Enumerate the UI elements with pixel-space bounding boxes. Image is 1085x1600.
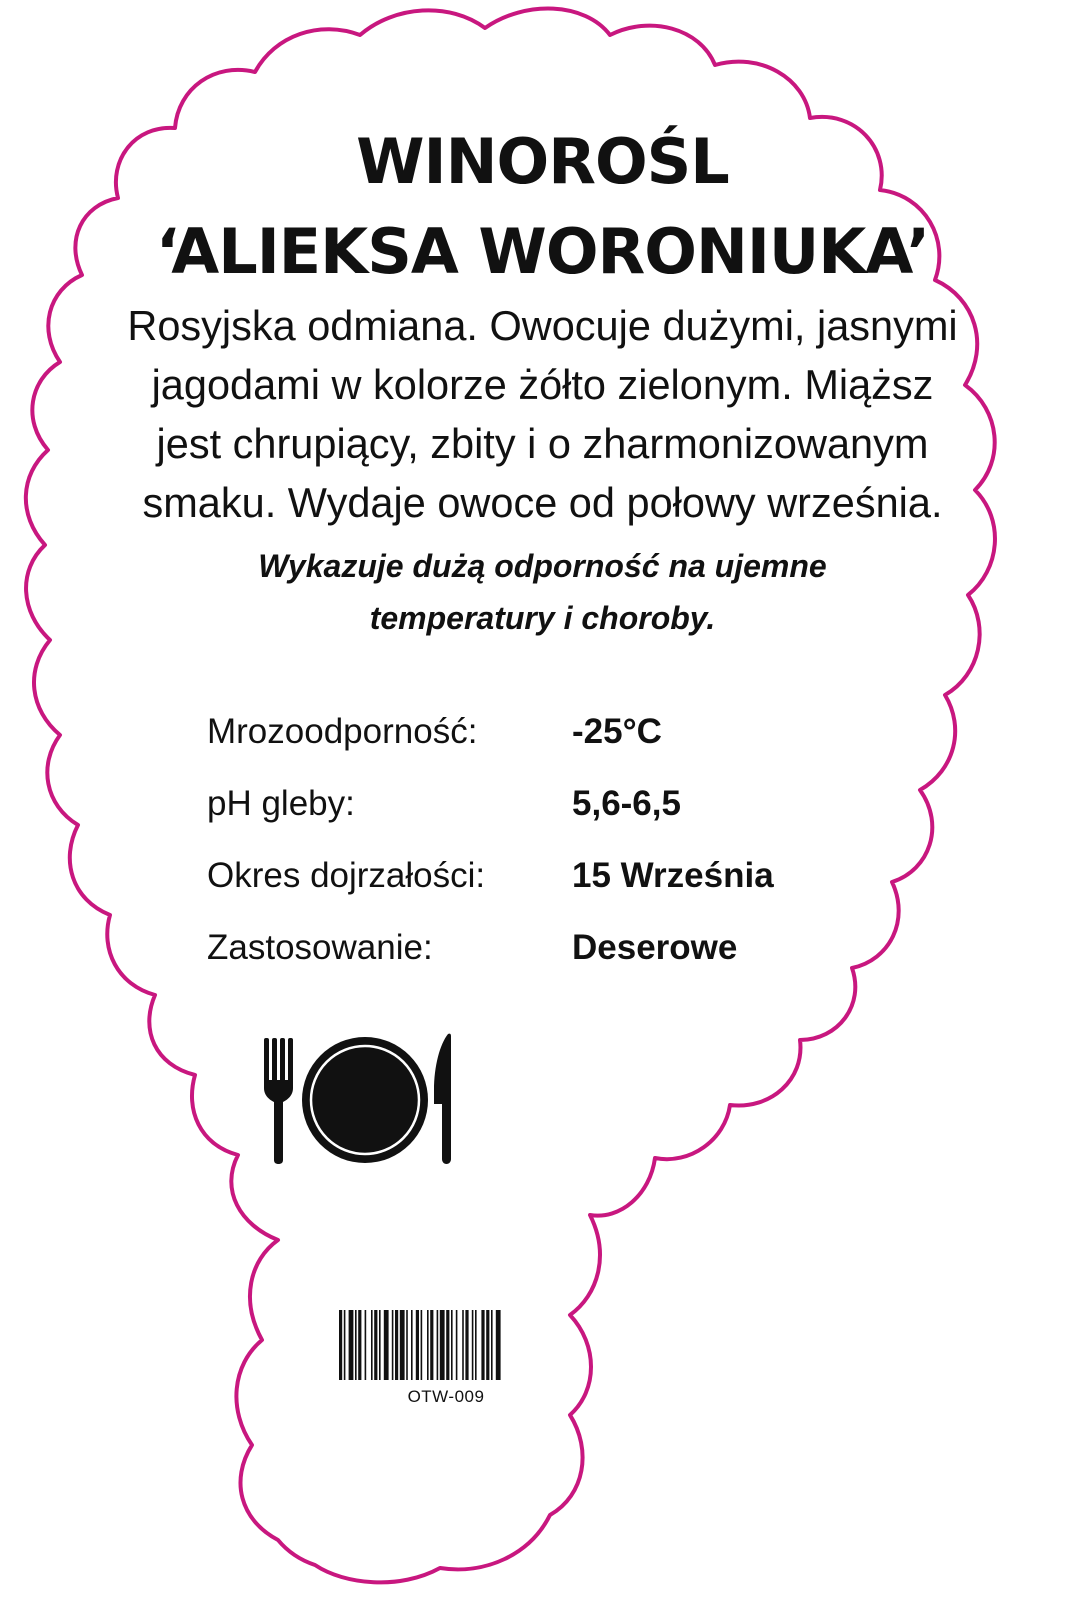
barcode-bar <box>491 1310 493 1380</box>
barcode-bar <box>349 1310 354 1380</box>
barcode-bar <box>456 1310 458 1380</box>
barcode-bar <box>379 1310 381 1380</box>
spec-row-frost-resistance <box>207 710 907 782</box>
fork-plate-knife-icon <box>262 1030 467 1165</box>
resistance-note <box>40 540 1045 644</box>
note-line: Wykazuje dużą odporność na ujemne <box>258 548 827 584</box>
barcode-bar <box>486 1310 489 1380</box>
barcode-bar <box>465 1310 468 1380</box>
barcode-bar <box>358 1310 361 1380</box>
variety-title-line1: WINOROŚL <box>356 125 729 198</box>
spec-label: Zastosowanie: <box>207 928 433 967</box>
barcode-bar <box>472 1310 474 1380</box>
barcode-bar <box>339 1310 342 1380</box>
barcode-bar <box>392 1310 394 1380</box>
barcode <box>337 1310 555 1380</box>
barcode-bar <box>374 1310 377 1380</box>
description-line: jagodami w kolorze żółto zielonym. Miąższ <box>151 361 934 408</box>
barcode-bar <box>355 1310 357 1380</box>
spec-row-soil-ph <box>207 782 907 854</box>
barcode-bar <box>446 1310 449 1380</box>
barcode-bar <box>411 1310 413 1380</box>
barcode-bar <box>344 1310 346 1380</box>
barcode-bar <box>395 1310 398 1380</box>
barcode-bar <box>440 1310 445 1380</box>
barcode-bar <box>475 1310 477 1380</box>
barcode-bar <box>421 1310 423 1380</box>
spec-label: Mrozoodporność: <box>207 712 478 751</box>
barcode-bar <box>406 1310 408 1380</box>
specs-table <box>207 710 907 998</box>
variety-title-line2: ‘ALIEKSA WORONIUKA’ <box>155 215 930 288</box>
barcode-bar <box>481 1310 484 1380</box>
spec-value: -25°C <box>572 712 662 751</box>
spec-value: 5,6-6,5 <box>572 784 681 823</box>
barcode-bar <box>400 1310 405 1380</box>
barcode-bar <box>427 1310 429 1380</box>
spec-label: pH gleby: <box>207 784 355 823</box>
note-line: temperatury i choroby. <box>369 600 716 636</box>
barcode-bar <box>416 1310 419 1380</box>
description-line: Rosyjska odmiana. Owocuje dużymi, jasnymi <box>127 302 958 349</box>
barcode-bar <box>430 1310 433 1380</box>
spec-value: Deserowe <box>572 928 738 967</box>
variety-description <box>40 296 1045 532</box>
spec-row-usage <box>207 926 907 998</box>
description-line: jest chrupiący, zbity i o zharmonizowanym <box>156 420 929 467</box>
barcode-bar <box>384 1310 389 1380</box>
description-line: smaku. Wydaje owoce od połowy września. <box>142 479 943 526</box>
barcode-number: OTW-009 <box>407 1387 485 1406</box>
barcode-bar <box>496 1310 501 1380</box>
barcode-bar <box>437 1310 439 1380</box>
spec-row-ripening <box>207 854 907 926</box>
spec-value: 15 Września <box>572 856 774 895</box>
barcode-bar <box>371 1310 373 1380</box>
barcode-bar <box>365 1310 367 1380</box>
barcode-bar <box>451 1310 453 1380</box>
barcode-bar <box>462 1310 464 1380</box>
spec-label: Okres dojrzałości: <box>207 856 486 895</box>
